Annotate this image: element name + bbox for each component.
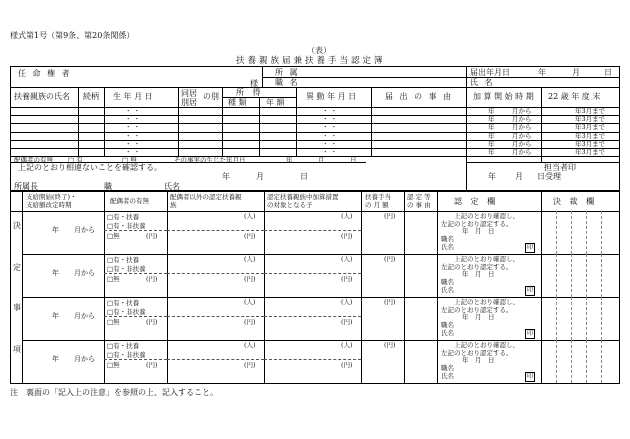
dep-end: 年3月まで bbox=[575, 123, 606, 132]
confirm-day: 日 bbox=[300, 172, 308, 181]
spouse-opt-1[interactable]: □有・扶養 bbox=[107, 342, 140, 350]
approve-confirm-1: 上記のとおり確認し、 bbox=[454, 255, 519, 263]
col-birth: 生 年 月 日 bbox=[113, 92, 153, 101]
dep-start-month: 月から bbox=[512, 115, 532, 124]
side-label-3: 事 bbox=[13, 303, 21, 312]
col-income: 所 得 bbox=[236, 88, 264, 97]
col-lower-approval: 認 定 欄 bbox=[454, 197, 499, 206]
dep-start-month: 月から bbox=[512, 107, 532, 115]
other-yen: (円) bbox=[244, 361, 256, 369]
dep-start-year: 年 bbox=[488, 139, 495, 148]
dep-birth-dots: ・ ・ bbox=[125, 123, 141, 132]
dep-change-dots: ・ ・ bbox=[322, 139, 338, 148]
col-relation: 続柄 bbox=[83, 92, 99, 101]
seal-stamp: 印 bbox=[526, 373, 533, 380]
dep-start-month: 月から bbox=[512, 139, 532, 148]
spouse-opt-1[interactable]: □有・扶養 bbox=[107, 256, 140, 264]
col-lower-decision: 決 裁 欄 bbox=[553, 197, 598, 206]
spouse-opt-1[interactable]: □有・扶養 bbox=[107, 213, 140, 221]
approve-name: 氏名 bbox=[441, 243, 454, 251]
col-distinction: の別 bbox=[203, 92, 219, 101]
approve-job: 職名 bbox=[441, 235, 454, 243]
spouse-opt-3[interactable]: □無 bbox=[107, 361, 120, 369]
col-lower-other: 配偶者以外の認定扶養親 族 bbox=[170, 193, 242, 209]
col-dependent-name: 扶養親族の氏名 bbox=[14, 92, 70, 101]
child-yen: (円) bbox=[341, 275, 353, 283]
receipt-month: 月 bbox=[515, 172, 523, 181]
spouse-opt-3[interactable]: □無 bbox=[107, 232, 120, 240]
col-lower-reason: 認 定 等 の 事 由 bbox=[407, 193, 431, 209]
spouse-yen: (円) bbox=[146, 361, 158, 369]
dep-change-dots: ・ ・ bbox=[322, 131, 338, 140]
child-yen: (円) bbox=[341, 361, 353, 369]
belong-label: 所 属 bbox=[275, 68, 300, 77]
monthly-yen: (円) bbox=[384, 341, 396, 349]
child-people: (人) bbox=[341, 341, 353, 349]
side-label-1: 決 bbox=[13, 221, 21, 230]
lower-month-from: 月から bbox=[74, 269, 95, 277]
dep-end: 年3月まで bbox=[575, 107, 606, 115]
other-people: (人) bbox=[244, 212, 256, 220]
approve-ymd: 年 月 日 bbox=[462, 227, 495, 235]
other-people: (人) bbox=[244, 341, 256, 349]
dep-start-year: 年 bbox=[488, 123, 495, 132]
other-people: (人) bbox=[244, 255, 256, 263]
seal-stamp: 印 bbox=[526, 287, 533, 294]
job-label: 職 名 bbox=[275, 78, 300, 87]
approve-job: 職名 bbox=[441, 278, 454, 286]
child-people: (人) bbox=[341, 255, 353, 263]
lower-year: 年 bbox=[52, 269, 59, 277]
page-title: 扶養親族届兼扶養手当認定簿 bbox=[236, 56, 386, 66]
dep-start-year: 年 bbox=[488, 148, 495, 156]
col-income-amount: 年 額 bbox=[266, 98, 285, 107]
dep-birth-dots: ・ ・ bbox=[125, 131, 141, 140]
col-reason: 届 出 の 事 由 bbox=[385, 92, 454, 101]
approve-confirm-2: 左記のとおり認定する。 bbox=[441, 349, 513, 357]
dep-birth-dots: ・ ・ bbox=[125, 148, 141, 156]
dep-end: 年3月まで bbox=[575, 139, 606, 148]
other-yen: (円) bbox=[244, 318, 256, 326]
spouse-opt-1[interactable]: □有・扶養 bbox=[107, 299, 140, 307]
officer-seal-label: 担当者印 bbox=[544, 163, 576, 172]
date-label: 届出年月日 bbox=[470, 68, 510, 77]
col-lower-spouse: 配偶者の有無 bbox=[110, 197, 149, 205]
spouse-opt-3[interactable]: □無 bbox=[107, 275, 120, 283]
employer-label: 任 命 権 者 bbox=[18, 69, 72, 78]
spouse-yes[interactable]: □ 有 bbox=[68, 156, 83, 164]
spouse-yen: (円) bbox=[146, 232, 158, 240]
col-lower-child: 認定扶養親族中加算措置 の対象となる子 bbox=[267, 193, 339, 209]
confirm-line: 上記のとおり相違ないことを確認する。 bbox=[18, 163, 162, 172]
receipt-year: 年 bbox=[488, 172, 496, 181]
date-day: 日 bbox=[604, 68, 612, 77]
spouse-label: 配偶者の有無 bbox=[14, 156, 53, 164]
other-people: (人) bbox=[244, 298, 256, 306]
dep-birth-dots: ・ ・ bbox=[125, 139, 141, 148]
child-yen: (円) bbox=[341, 318, 353, 326]
dep-birth-dots: ・ ・ bbox=[125, 107, 141, 115]
spouse-no[interactable]: □ 無 bbox=[122, 156, 137, 164]
monthly-yen: (円) bbox=[384, 298, 396, 306]
approve-ymd: 年 月 日 bbox=[462, 356, 495, 364]
approve-confirm-1: 上記のとおり確認し、 bbox=[454, 341, 519, 349]
form-number: 様式第1号（第9条、第20条関係） bbox=[10, 31, 135, 40]
dep-change-dots: ・ ・ bbox=[322, 115, 338, 124]
seal-stamp: 印 bbox=[526, 244, 533, 251]
chief-label: 所属長 bbox=[14, 182, 38, 191]
col-income-kind: 種 類 bbox=[228, 98, 247, 107]
child-people: (人) bbox=[341, 298, 353, 306]
spouse-opt-2[interactable]: □有・非扶養 bbox=[107, 308, 146, 316]
approve-confirm-2: 左記のとおり認定する。 bbox=[441, 263, 513, 271]
footnote: 注 裏面の「記入上の注意」を参照の上、記入すること。 bbox=[10, 388, 218, 397]
spouse-fact: その事実の生じた年月日 bbox=[174, 156, 246, 164]
col-lower-monthly: 扶養手当 の 月 額 bbox=[365, 193, 391, 209]
dep-start-month: 月から bbox=[512, 148, 532, 156]
dep-end: 年3月まで bbox=[575, 115, 606, 124]
side-label-4: 項 bbox=[13, 345, 21, 354]
spouse-yen: (円) bbox=[146, 318, 158, 326]
receipt-day: 日受理 bbox=[537, 172, 561, 181]
approve-confirm-1: 上記のとおり確認し、 bbox=[454, 212, 519, 220]
spouse-yen: (円) bbox=[146, 275, 158, 283]
col-age22: 22 歳 年 度 末 bbox=[548, 92, 601, 101]
dep-start-year: 年 bbox=[488, 131, 495, 140]
lower-month-from: 月から bbox=[74, 355, 95, 363]
approve-confirm-2: 左記のとおり認定する。 bbox=[441, 220, 513, 228]
child-people: (人) bbox=[341, 212, 353, 220]
approve-confirm-2: 左記のとおり認定する。 bbox=[441, 306, 513, 314]
dep-change-dots: ・ ・ bbox=[322, 123, 338, 132]
dep-end: 年3月まで bbox=[575, 131, 606, 140]
confirm-year: 年 bbox=[222, 172, 230, 181]
other-yen: (円) bbox=[244, 275, 256, 283]
approve-name: 氏名 bbox=[441, 372, 454, 380]
chief-job: 職 bbox=[104, 182, 112, 191]
approve-name: 氏名 bbox=[441, 286, 454, 294]
approve-ymd: 年 月 日 bbox=[462, 313, 495, 321]
monthly-yen: (円) bbox=[384, 255, 396, 263]
approve-job: 職名 bbox=[441, 321, 454, 329]
approve-confirm-1: 上記のとおり確認し、 bbox=[454, 298, 519, 306]
dep-birth-dots: ・ ・ bbox=[125, 115, 141, 124]
seal-stamp: 印 bbox=[526, 330, 533, 337]
date-month: 月 bbox=[572, 68, 580, 77]
approve-job: 職名 bbox=[441, 364, 454, 372]
spouse-month: 月 bbox=[318, 156, 325, 164]
dep-start-month: 月から bbox=[512, 131, 532, 140]
spouse-opt-2[interactable]: □有・非扶養 bbox=[107, 351, 146, 359]
name-label: 氏 名 bbox=[470, 78, 495, 87]
lower-month-from: 月から bbox=[74, 226, 95, 234]
approve-ymd: 年 月 日 bbox=[462, 270, 495, 278]
lower-year: 年 bbox=[52, 355, 59, 363]
spouse-day: 日 bbox=[350, 156, 357, 164]
spouse-year: 年 bbox=[286, 156, 293, 164]
col-cohabit: 同居 別居 bbox=[181, 89, 197, 107]
approve-name: 氏名 bbox=[441, 329, 454, 337]
lower-year: 年 bbox=[52, 312, 59, 320]
col-start: 加 算 開 始 時 期 bbox=[473, 92, 534, 101]
dep-end: 年3月まで bbox=[575, 148, 606, 156]
dep-change-dots: ・ ・ bbox=[322, 148, 338, 156]
lower-year: 年 bbox=[52, 226, 59, 234]
monthly-yen: (円) bbox=[384, 212, 396, 220]
dep-start-year: 年 bbox=[488, 115, 495, 124]
col-change-date: 異 動 年 月 日 bbox=[306, 92, 357, 101]
side-label-2: 定 bbox=[13, 263, 21, 272]
spouse-opt-2[interactable]: □有・非扶養 bbox=[107, 265, 146, 273]
spouse-opt-3[interactable]: □無 bbox=[107, 318, 120, 326]
confirm-month: 月 bbox=[256, 172, 264, 181]
other-yen: (円) bbox=[244, 232, 256, 240]
dep-start-year: 年 bbox=[488, 107, 495, 115]
child-yen: (円) bbox=[341, 232, 353, 240]
col-lower-start: 支給開始(終了)・ 支給額改定時期 bbox=[26, 193, 77, 209]
chief-name: 氏名 bbox=[164, 182, 180, 191]
spouse-opt-2[interactable]: □有・非扶養 bbox=[107, 222, 146, 230]
date-year: 年 bbox=[538, 68, 546, 77]
lower-month-from: 月から bbox=[74, 312, 95, 320]
dep-change-dots: ・ ・ bbox=[322, 107, 338, 115]
sama-label: 様 bbox=[250, 79, 258, 88]
title-paren: （表） bbox=[307, 46, 331, 55]
dep-start-month: 月から bbox=[512, 123, 532, 132]
